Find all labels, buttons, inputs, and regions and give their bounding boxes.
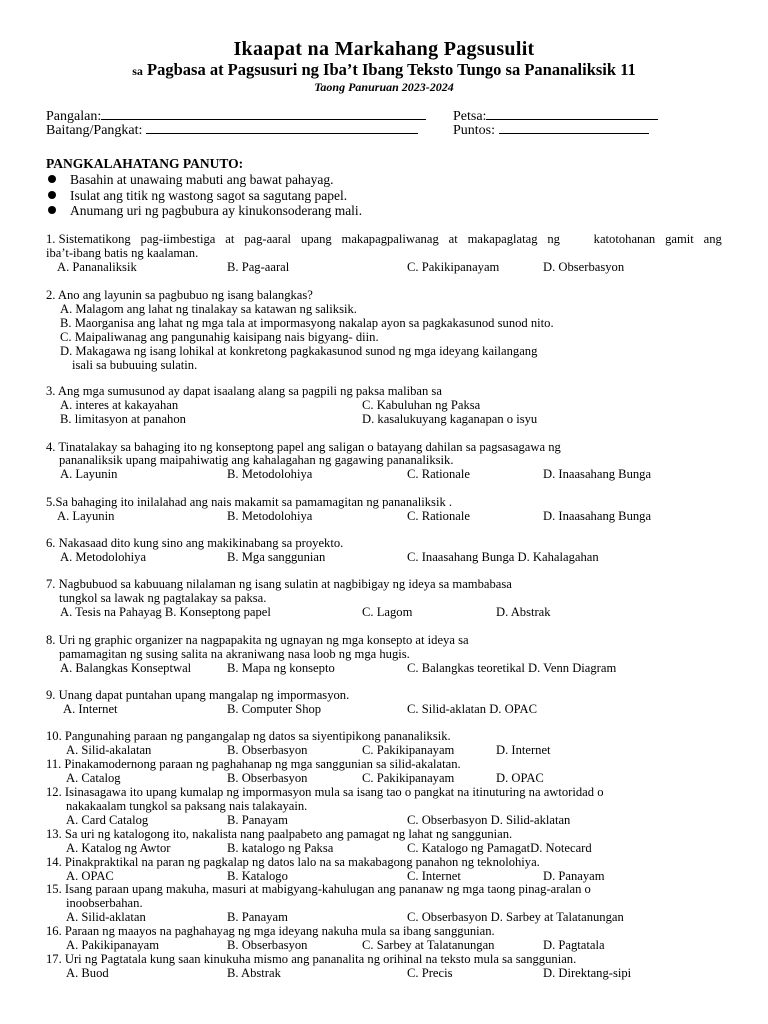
choice-d[interactable]: D. Direktang-sipi [543,966,632,980]
choice-a[interactable]: A. OPAC [66,869,114,883]
score-label: Puntos: [453,123,496,138]
instruction-item [48,172,334,188]
choice-a[interactable]: A. Buod [66,966,109,980]
choice-a[interactable]: A. Silid-aklatan [66,910,146,924]
choice-c[interactable]: C. Pakikipanayam [407,260,500,274]
stem-word: makapagpaliwanag [341,232,439,246]
choice-b[interactable]: B. Obserbasyon [227,771,308,785]
choice-d[interactable]: D. Inaasahang Bunga [543,509,652,523]
question-7-stem: 7. Nagbubuod sa kabuuang nilalaman ng isang sulatin at nagbibigay ng ideya sa mambabasa [46,577,512,591]
question-6-stem: 6. Nakasaad dito kung sino ang makikinabang sa proyekto. [46,536,344,550]
choice-d[interactable]: D. Makagawa ng isang lohikal at konkretong pagkakasunod sunod ng mga ideyang kailangang [60,344,538,358]
choice-c-d[interactable]: C. Obserbasyon D. Sarbey at Talatanungan [407,910,624,924]
choice-c[interactable]: C. Rationale [407,509,470,523]
choice-b[interactable]: B. Metodolohiya [227,509,313,523]
choice-b[interactable]: B. Abstrak [227,966,281,980]
choice-a[interactable]: A. Card Catalog [66,813,149,827]
choice-d[interactable]: D. Obserbasyon [543,260,625,274]
choice-d-cont: isali sa bubuuing sulatin. [72,358,198,372]
choice-b[interactable]: B. limitasyon at panahon [60,412,186,426]
choice-a[interactable]: A. interes at kakayahan [60,398,179,412]
score-field[interactable] [453,121,649,139]
question-15-stem-cont: inoobserbahan. [66,896,143,910]
question-4-stem: 4. Tinatalakay sa bahaging ito ng konseptong papel ang saligan o batayang dahilan sa pagsasagawa ng [46,440,561,454]
choice-b[interactable]: B. Mga sanggunian [227,550,326,564]
question-3-stem: 3. Ang mga sumusunod ay dapat isaalang alang sa pagpili ng paksa maliban sa [46,384,442,398]
choice-b[interactable]: B. Obserbasyon [227,743,308,757]
choice-b[interactable]: B. Pag-aaral [227,260,290,274]
grade-section-field[interactable] [46,121,418,139]
stem-word: makapaglatag [467,232,538,246]
instructions-heading: PANGKALAHATANG PANUTO: [46,156,244,171]
choice-a[interactable]: A. Layunin [57,509,115,523]
choice-a[interactable]: A. Internet [63,702,118,716]
choice-c-d[interactable]: C. Katalogo ng PamagatD. Notecard [407,841,592,855]
subject-name: Pagbasa at Pagsusuri ng Iba’t Ibang Teksto Tungo sa Pananaliksik 11 [147,60,636,79]
question-13-stem: 13. Sa uri ng katalogong ito, nakalista nang paalpabeto ang pamagat ng lahat ng sanggunian. [46,827,513,841]
choice-c[interactable]: C. Kabuluhan ng Paksa [362,398,481,412]
score-line [499,121,649,134]
name-label: Pangalan: [46,109,102,124]
choice-b[interactable]: B. katalogo ng Paksa [227,841,334,855]
choice-b[interactable]: B. Mapa ng konsepto [227,661,335,675]
choice-c[interactable]: C. Precis [407,966,453,980]
choice-a[interactable]: A. Pananaliksik [57,260,137,274]
question-10-stem: 10. Pangunahing paraan ng pangangalap ng datos sa siyentipikong pananaliksik. [46,729,451,743]
instruction-item [48,203,362,219]
question-2-stem: 2. Ano ang layunin sa pagbubuo ng isang balangkas? [46,288,313,302]
choice-a-b[interactable]: A. Tesis na Pahayag B. Konseptong papel [60,605,271,619]
choice-a[interactable]: A. Pakikipanayam [66,938,160,952]
choice-d[interactable]: D. Panayam [543,869,605,883]
stem-word: pag-iimbestiga [140,232,216,246]
question-11-stem: 11. Pinakamodernong paraan ng paghahanap ng mga sanggunian sa silid-akalatan. [46,757,461,771]
choice-a[interactable]: A. Layunin [60,467,118,481]
stem-word: upang [300,232,332,246]
choice-c[interactable]: C. Pakikipanayam [362,771,455,785]
question-12-stem-cont: nakakaalam tungkol sa paksang nais talakayain. [66,799,308,813]
question-1-stem-cont: iba’t-ibang batis ng kaalaman. [46,246,199,260]
choice-a[interactable]: A. Balangkas Konseptwal [60,661,192,675]
instruction-text: Basahin at unawaing mabuti ang bawat pahayag. [70,172,334,187]
question-8-stem: 8. Uri ng graphic organizer na nagpapakita ng ugnayan ng mga konsepto at ideya sa [46,633,469,647]
choice-d[interactable]: D. Pagtatala [543,938,605,952]
question-12-stem: 12. Isinasagawa ito upang kumalap ng impormasyon mula sa isang tao o pangkat na itinuturing na awtoridad o [46,785,604,799]
bullet-icon [48,206,56,214]
exam-subtitle [0,60,768,80]
stem-word: ng [547,232,560,246]
subtitle-prefix: sa [132,64,143,78]
grade-section-label: Baitang/Pangkat: [46,123,143,138]
question-7-stem-cont: tungkol sa lawak ng pagtalakay sa paksa. [59,591,267,605]
stem-word: gamit [665,232,694,246]
choice-d[interactable]: D. OPAC [496,771,544,785]
question-14-stem: 14. Pinakpraktikal na paran ng pagkalap ng datos lalo na sa makabagong panahon ng teknolohiya. [46,855,540,869]
choice-c[interactable]: C. Pakikipanayam [362,743,455,757]
choice-b[interactable]: B. Computer Shop [227,702,322,716]
exam-title: Ikaapat na Markahang Pagsusulit [233,38,535,60]
instruction-item [48,188,347,204]
question-4-stem-cont: pananaliksik upang maipahiwatig ang kahalagahan ng gagawing pananaliksik. [59,453,454,467]
instruction-text: Isulat ang titik ng wastong sagot sa sagutang papel. [70,188,348,203]
date-label: Petsa: [453,109,487,124]
stem-word: at [448,232,458,246]
choice-b[interactable]: B. Metodolohiya [227,467,313,481]
question-16-stem: 16. Paraan ng maayos na paghahayag ng mga ideyang nakuha mula sa ibang sanggunian. [46,924,495,938]
choice-c[interactable]: C. Rationale [407,467,470,481]
choice-d[interactable]: D. Inaasahang Bunga [543,467,652,481]
school-year: Taong Panuruan 2023-2024 [314,80,454,94]
choice-b[interactable]: B. Panayam [227,910,288,924]
bullet-icon [48,191,56,199]
question-5-stem: 5.Sa bahaging ito inilalahad ang nais makamit sa pamamagitan ng pananaliksik . [46,495,453,509]
choice-c-d[interactable]: C. Inaasahang Bunga D. Kahalagahan [407,550,599,564]
stem-word: ang [703,232,722,246]
stem-word: katotohanan [593,232,656,246]
choice-b[interactable]: B. Maorganisa ang lahat ng mga tala at impormasyong nakalap ayon sa pagkakasunod sunod nito. [60,316,554,330]
question-9-stem: 9. Unang dapat puntahan upang mangalap ng impormasyon. [46,688,350,702]
choice-c-d[interactable]: C. Obserbasyon D. Silid-aklatan [407,813,571,827]
question-17-stem: 17. Uri ng Pagtatala kung saan kinukuha mismo ang pananalita ng orihinal na teksto mula sa sanggunian. [46,952,577,966]
choice-a[interactable]: A. Katalog ng Awtor [66,841,171,855]
choice-c[interactable]: C. Sarbey at Talatanungan [362,938,495,952]
stem-word: at [225,232,235,246]
bullet-icon [48,175,56,183]
choice-c-d[interactable]: C. Balangkas teoretikal D. Venn Diagram [407,661,617,675]
choice-d[interactable]: D. Internet [496,743,551,757]
instruction-text: Anumang uri ng pagbubura ay kinukonsoderang mali. [70,203,363,218]
choice-d[interactable]: D. kasalukuyang kaganapan o isyu [362,412,538,426]
choice-d[interactable]: D. Abstrak [496,605,551,619]
choice-a[interactable]: A. Malagom ang lahat ng tinalakay sa katawan ng saliksik. [60,302,357,316]
date-line [486,107,658,120]
choice-c[interactable]: C. Internet [407,869,461,883]
stem-word: pag-aaral [244,232,292,246]
question-8-stem-cont: pamamagitan ng susing salita na akraniwang nasa loob ng mga hugis. [59,647,410,661]
choice-c[interactable]: C. Lagom [362,605,413,619]
choice-a[interactable]: A. Metodolohiya [60,550,147,564]
grade-section-line [146,121,418,134]
question-1-stem [46,232,722,246]
choice-a[interactable]: A. Silid-akalatan [66,743,152,757]
choice-b[interactable]: B. Panayam [227,813,288,827]
name-line [101,107,426,120]
choice-a[interactable]: A. Catalog [66,771,121,785]
choice-b[interactable]: B. Obserbasyon [227,938,308,952]
stem-word: 1. Sistematikong [46,232,131,246]
choice-b[interactable]: B. Katalogo [227,869,288,883]
choice-c[interactable]: C. Maipaliwanag ang pangunahig kaisipang nais bigyang- diin. [60,330,379,344]
question-15-stem: 15. Isang paraan upang makuha, masuri at mabigyang-kahulugan ang pananaw ng mga taong pinag-aralan o [46,882,591,896]
choice-c-d[interactable]: C. Silid-aklatan D. OPAC [407,702,538,716]
